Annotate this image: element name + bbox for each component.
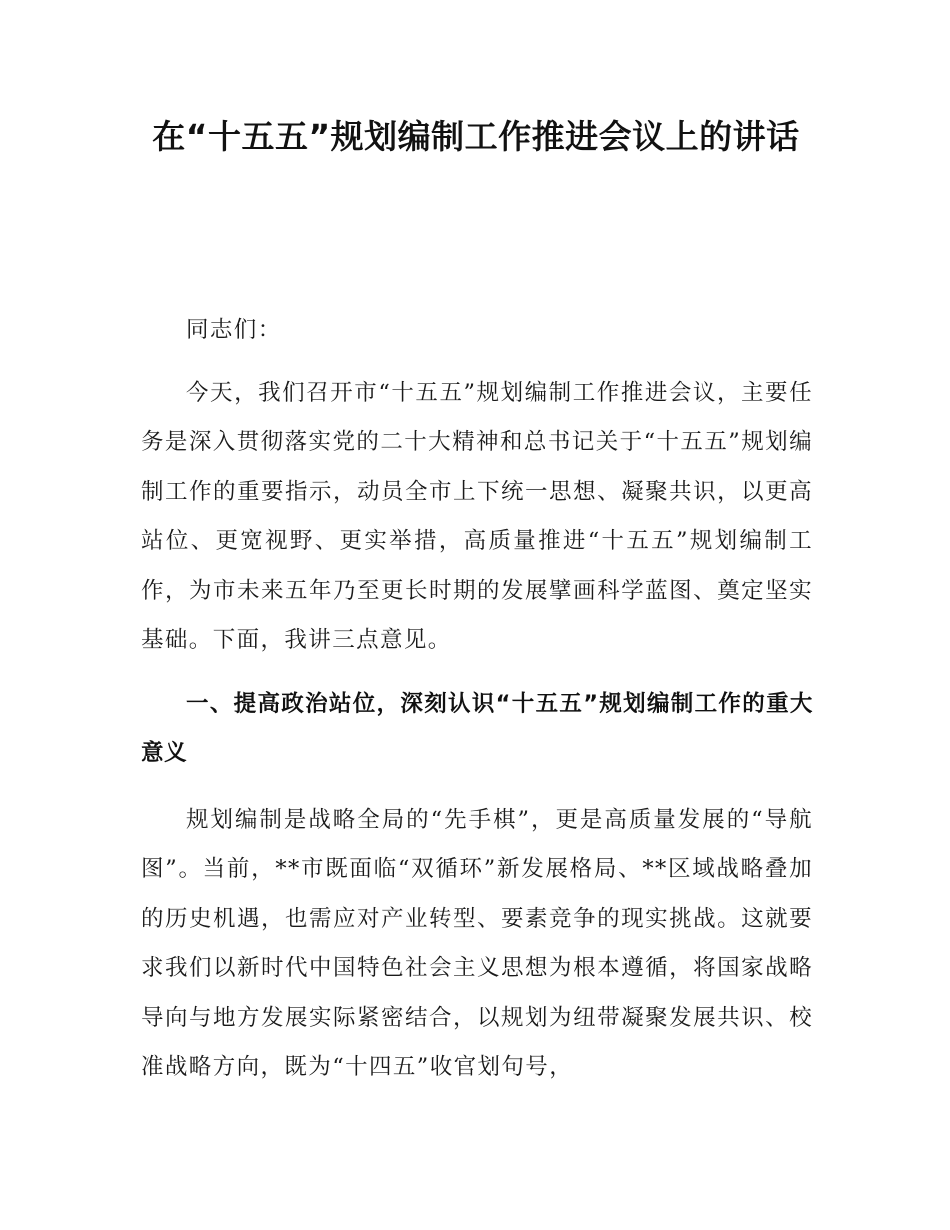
paragraph-intro: 今天，我们召开市“十五五”规划编制工作推进会议，主要任务是深入贯彻落实党的二十大精神和总书记关于“十五五”规划编制工作的重要指示，动员全市上下统一思想、凝聚共识，以更高站位、更宽视野、更实举措，高质量推进“十五五”规划编制工作，为市未来五年乃至更长时期的发展擘画科学蓝图、奠定坚实基础。下面，我讲三点意见。 [141, 380, 813, 654]
document-title: 在“十五五”规划编制工作推进会议上的讲话 [152, 117, 800, 156]
paragraph-section-one: 规划编制是战略全局的“先手棋”，更是高质量发展的“导航图”。当前，**市既面临“双循环”新发展格局、**区域战略叠加的历史机遇，也需应对产业转型、要素竞争的现实挑战。这就要求我们以新时代中国特色社会主义思想为根本遵循，将国家战略导向与地方发展实际紧密结合，以规划为纽带凝聚发展共识、校准战略方向，既为“十四五”收官划句号， [141, 807, 813, 1081]
section-heading: 一、提高政治站位，深刻认识“十五五”规划编制工作的重大意义 [141, 691, 813, 767]
greeting: 同志们： [186, 317, 282, 343]
